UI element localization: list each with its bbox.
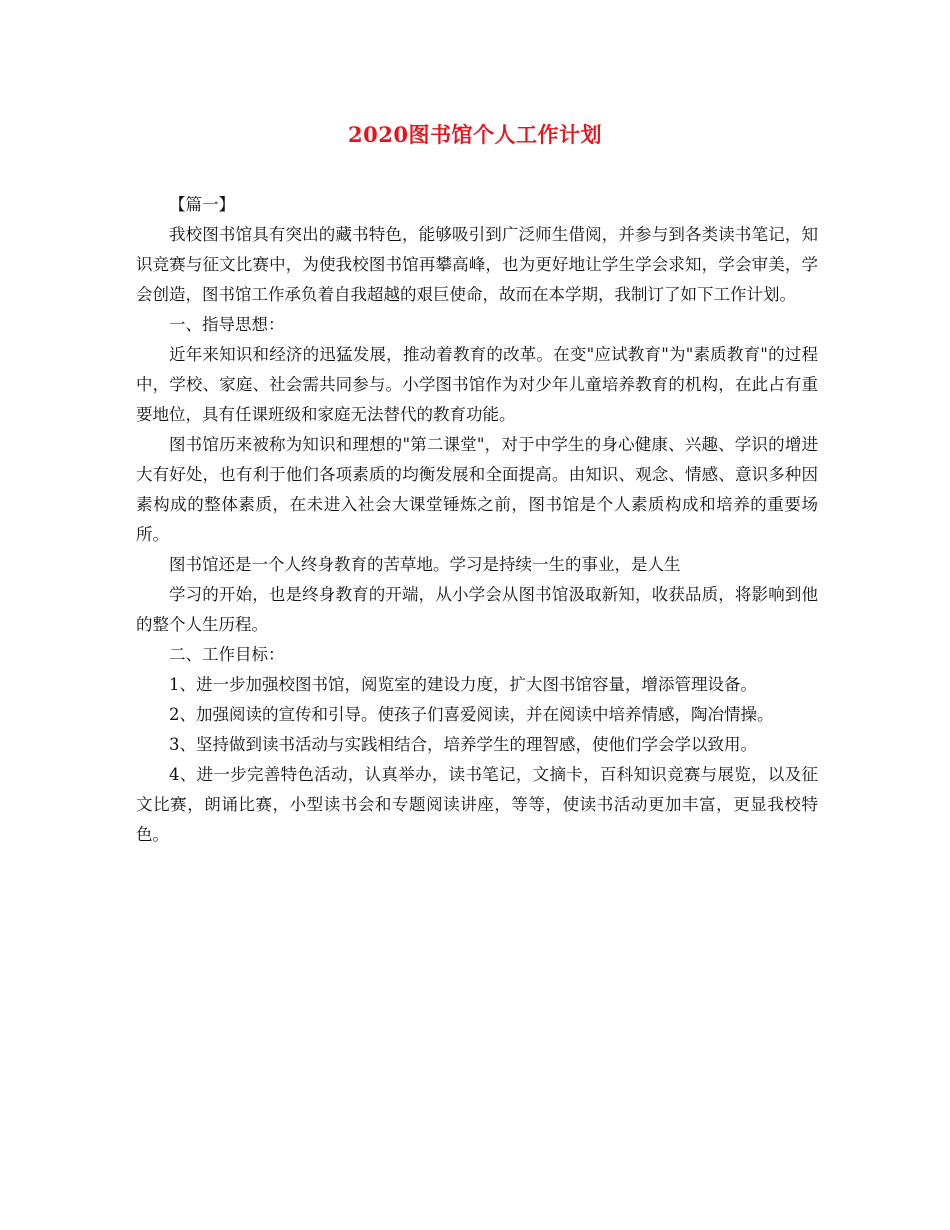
goal-item-1: 1、进一步加强校图书馆，阅览室的建设力度，扩大图书馆容量，增添管理设备。 — [169, 675, 757, 694]
section-heading-part-one: 【篇一】 — [169, 195, 235, 214]
document-title: 2020图书馆个人工作计划 — [348, 122, 602, 147]
intro-paragraph: 我校图书馆具有突出的藏书特色，能够吸引到广泛师生借阅，并参与到各类读书笔记，知识竞赛与征文比赛中，为使我校图书馆再攀高峰，也为更好地让学生学会求知，学会审美，学会创造，图书馆工作承负着自我超越的艰巨使命，故而在本学期，我制订了如下工作计划。 — [136, 225, 818, 304]
document-body — [136, 190, 818, 850]
ideology-paragraph-1: 近年来知识和经济的迅猛发展，推动着教育的改革。在变"应试教育"为"素质教育"的过程中，学校、家庭、社会需共同参与。小学图书馆作为对少年儿童培养教育的机构，在此占有重要地位，具有任课班级和家庭无法替代的教育功能。 — [136, 345, 818, 424]
section-heading-work-goals: 二、工作目标： — [169, 645, 285, 664]
ideology-paragraph-3: 图书馆还是一个人终身教育的苦草地。学习是持续一生的事业，是人生 — [169, 555, 681, 574]
goal-item-3: 3、坚持做到读书活动与实践相结合，培养学生的理智感，使他们学会学以致用。 — [169, 735, 757, 754]
goal-item-2: 2、加强阅读的宣传和引导。使孩子们喜爱阅读，并在阅读中培养情感，陶冶情操。 — [169, 705, 774, 724]
ideology-paragraph-2: 图书馆历来被称为知识和理想的"第二课堂"，对于中学生的身心健康、兴趣、学识的增进大有好处，也有利于他们各项素质的均衡发展和全面提高。由知识、观念、情感、意识多种因素构成的整体素质，在未进入社会大课堂锤炼之前，图书馆是个人素质构成和培养的重要场所。 — [136, 435, 818, 544]
goal-item-4: 4、进一步完善特色活动，认真举办，读书笔记，文摘卡，百科知识竞赛与展览，以及征文比赛，朗诵比赛，小型读书会和专题阅读讲座，等等，使读书活动更加丰富，更显我校特色。 — [136, 765, 818, 844]
section-heading-guiding-ideology: 一、指导思想： — [169, 315, 285, 334]
ideology-paragraph-4: 学习的开始，也是终身教育的开端，从小学会从图书馆汲取新知，收获品质，将影响到他的整个人生历程。 — [136, 585, 818, 634]
